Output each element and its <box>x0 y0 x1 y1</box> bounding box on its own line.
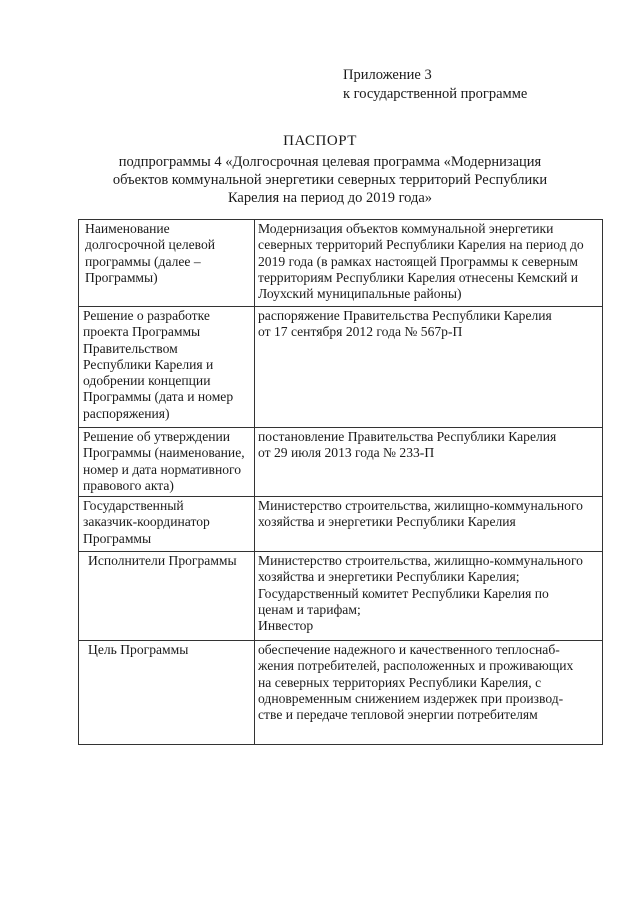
document-subtitle <box>60 153 600 207</box>
table-row <box>79 552 603 641</box>
row-label-name: Наименование долгосрочной целевой программы (далее – Программы) <box>79 220 255 307</box>
table-row <box>79 497 603 552</box>
subtitle-line-2: объектов коммунальной энергетики северных территорий Республики <box>112 172 548 188</box>
annex-note <box>343 66 527 104</box>
row-label-approval-decision: Решение об утверждении Программы (наименование, номер и дата нормативного правового акта) <box>79 428 255 497</box>
subtitle-line-3: Карелия на период до 2019 года» <box>227 190 433 206</box>
annex-line-2: к государственной программе <box>343 86 528 102</box>
passport-table <box>78 219 603 745</box>
row-value-customer-coordinator: Министерство строительства, жилищно-коммунального хозяйства и энергетики Республики Карелия <box>255 497 603 552</box>
table-row <box>79 641 603 745</box>
table-row <box>79 307 603 428</box>
row-value-approval-decision: постановление Правительства Республики Карелия от 29 июля 2013 года № 233-П <box>255 428 603 497</box>
table-row <box>79 428 603 497</box>
row-value-goal: обеспечение надежного и качественного теплоснаб- жения потребителей, расположенных и проживающих на северных территориях Республики Карелия, с одновременным снижением издержек при производ- стве и передаче тепловой энергии потребителям <box>255 641 603 745</box>
annex-line-1: Приложение 3 <box>343 67 432 83</box>
row-label-goal: Цель Программы <box>79 641 255 745</box>
row-label-executors: Исполнители Программы <box>79 552 255 641</box>
row-value-executors: Министерство строительства, жилищно-коммунального хозяйства и энергетики Республики Карелия; Государственный комитет Республики Карелия по ценам и тарифам; Инвестор <box>255 552 603 641</box>
row-label-development-decision: Решение о разработке проекта Программы Правительством Республики Карелия и одобрении концепции Программы (дата и номер распоряжения) <box>79 307 255 428</box>
subtitle-line-1: подпрограммы 4 «Долгосрочная целевая программа «Модернизация <box>118 154 542 170</box>
row-value-name: Модернизация объектов коммунальной энергетики северных территорий Республики Карелия на период до 2019 года (в рамках настоящей Программы к северным территориям Республики Карелия отнесены Кемский и Лоухский муниципальные районы) <box>255 220 603 307</box>
document-title: ПАСПОРТ <box>283 133 357 149</box>
table-row <box>79 220 603 307</box>
row-label-customer-coordinator: Государственный заказчик-координатор Программы <box>79 497 255 552</box>
row-value-development-decision: распоряжение Правительства Республики Карелия от 17 сентября 2012 года № 567р-П <box>255 307 603 428</box>
